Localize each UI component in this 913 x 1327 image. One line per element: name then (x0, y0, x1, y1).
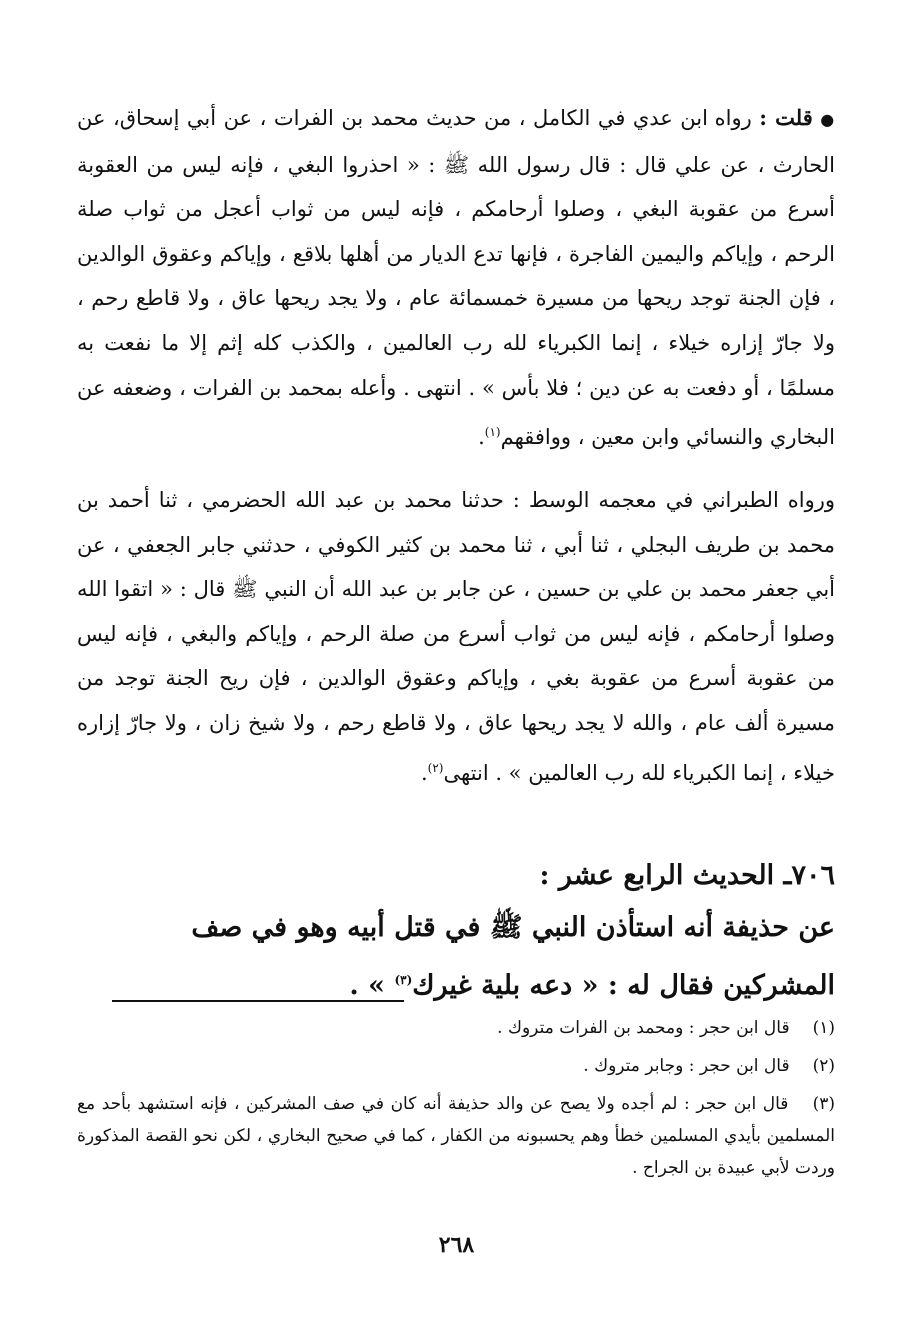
footnote-ref-2: (٢) (427, 760, 444, 775)
footnote-separator (112, 1000, 404, 1002)
footnote-2 (77, 1050, 835, 1082)
footnote-2-text: قال ابن حجر : وجابر متروك . (583, 1056, 790, 1076)
paragraph-1 (77, 96, 835, 460)
paragraph-2-text: ورواه الطبراني في معجمه الوسط : حدثنا محمد بن عبد الله الحضرمي ، ثنا أحمد بن محمد بن طريف البجلي ، ثنا أبي ، ثنا محمد بن كثير الكوفي ، حدثني جابر الجعفي ، عن أبي جعفر محمد بن علي بن حسين ، عن جابر بن عبد الله أن النبي ﷺ قال : « اتقوا الله وصلوا أرحامكم ، فإنه ليس من ثواب أسرع من صلة الرحم ، وإياكم والبغي ، فإنه ليس من عقوبة أسرع من عقوبة بغي ، وإياكم وعقوق الوالدين ، فإن ريح الجنة توجد من مسيرة ألف عام ، والله لا يجد ريحها عاق ، ولا قاطع رحم ، ولا شيخ زان ، ولا جارّ إزاره خيلاء ، إنما الكبرياء لله رب العالمين » . انتهى (77, 488, 836, 785)
bullet-icon: ● (820, 110, 835, 129)
hadith-heading (77, 850, 835, 1012)
footnote-1-text: قال ابن حجر : ومحمد بن الفرات متروك . (497, 1018, 790, 1038)
paragraph-1-text: رواه ابن عدي في الكامل ، من حديث محمد بن الفرات ، عن أبي إسحاق، عن الحارث ، عن علي قال : قال رسول الله ﷺ : « احذروا البغي ، فإنه ليس من العقوبة أسرع من عقوبة البغي ، وصلوا أرحامكم ، فإنه ليس من ثواب أعجل من ثواب صلة الرحم ، وإياكم واليمين الفاجرة ، فإنها تدع الديار من أهلها بلاقع ، وإياكم وعقوق الوالدين ، فإن الجنة توجد ريحها من مسيرة خمسمائة عام ، ولا يجد ريحها عاق ، ولا قاطع رحم ، ولا جارّ إزاره خيلاء ، إنما الكبرياء لله رب العالمين ، والكذب كله إثم إلا ما نفعت به مسلمًا ، أو دفعت به عن دين ؛ فلا بأس » . انتهى . وأعله بمحمد بن الفرات ، وضعفه عن البخاري والنسائي وابن معين ، ووافقهم (77, 106, 836, 450)
paragraph-1-end: . (478, 425, 485, 450)
footnote-2-number: (٢) (812, 1056, 835, 1076)
footnote-ref-1: (١) (484, 425, 501, 440)
hadith-text: عن حذيفة أنه استأذن النبي ﷺ في قتل أبيه وهو في صف المشركين فقال له : « دعه بلية غيرك (191, 912, 835, 1001)
footnote-3 (77, 1088, 835, 1184)
footnote-1-number: (١) (812, 1018, 835, 1038)
page-number: ٢٦٨ (438, 1232, 475, 1258)
footnote-1 (77, 1012, 835, 1044)
paragraph-2-end: . (420, 760, 428, 785)
lead-word: قلت : (759, 105, 813, 130)
footnote-ref-3: (٣) (394, 973, 413, 987)
footnote-3-number: (٣) (812, 1094, 835, 1114)
paragraph-2 (77, 478, 835, 795)
hadith-number-title: ٧٠٦ـ الحديث الرابع عشر : (539, 860, 835, 891)
footnote-3-text: قال ابن حجر : لم أجده ولا يصح عن والد حذيفة أنه كان في صف المشركين ، فإنه استشهد بأحد مع المسلمين بأيدي المسلمين خطأ وهم يحسبونه من الكفار ، كما في صحيح البخاري ، لكن نحو القصة المذكورة وردت لأبي عبيدة بن الجراح . (77, 1094, 835, 1178)
hadith-end: » . (349, 970, 386, 1001)
